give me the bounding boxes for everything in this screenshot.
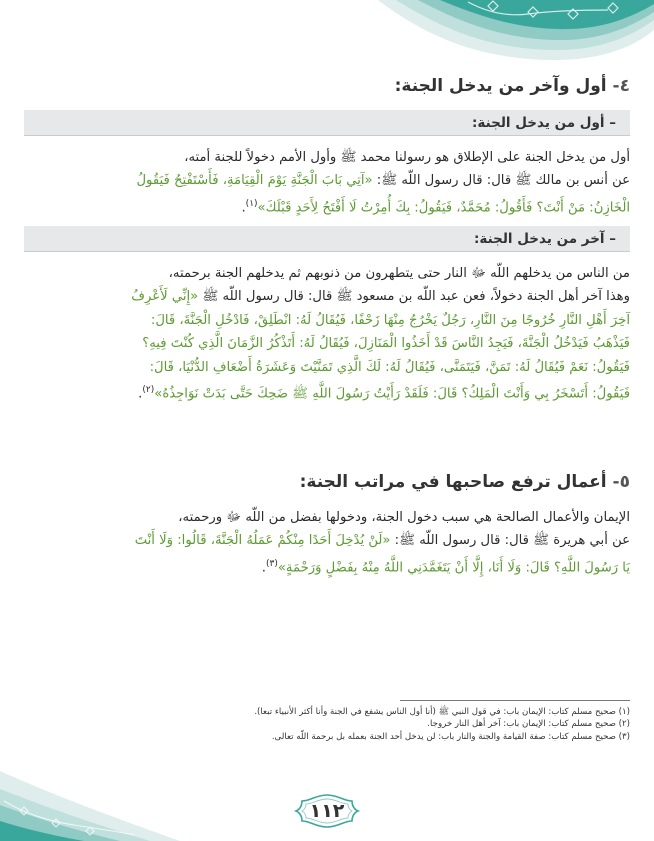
hadith-quote: فَيَذْهَبُ فَيَدْخُلُ الْجَنَّةَ، فَيَجِدُ النَّاسَ قَدْ أَخَذُوا الْمَنَازِلَ، فَيُقَالُ لَهُ: أَتَذْكُرُ الزَّمَانَ الَّذِي كُنْتَ فِيهِ؟ [142,336,630,352]
body-text: عن أنس بن مالك ﷺ قال: قال رسول اللّه ﷺ: [372,173,630,189]
footnote-reference: (٢) [142,385,155,396]
hadith-quote: فَيَقُولُ: نَعَمْ فَيُقَالُ لَهُ: تَمَنَّ، فَيَتَمَنَّى، فَيُقَالُ لَهُ: لَكَ الَّذِي تَمَنَّيْتَ وَعَشَرَةُ أَضْعَافِ الدُّنْيَا، قَالَ: [149,359,630,375]
hadith-quote: الْخَازِنُ: مَنْ أَنْتَ؟ فَأَقُولُ: مُحَمَّدٌ، فَيَقُولُ: بِكَ أُمِرْتُ لَا أَفْتَحُ لِأَحَدٍ قَبْلَكَ» [257,200,630,216]
footnote-2: (٢) صحيح مسلم كتاب: الإيمان باب: آخر أهل النار خروجا. [427,719,630,730]
page-number-badge [294,793,360,829]
text-line [24,332,630,355]
body-text: الإيمان والأعمال الصالحة هي سبب دخول الجنة، ودخولها بفضل من اللّه ﷻ ورحمته، [178,510,630,525]
body-text: أول من يدخل الجنة على الإطلاق هو رسولنا محمد ﷺ وأول الأمم دخولاً للجنة أمته، [184,150,630,165]
subsection-last-entrant-bar [24,226,630,252]
footnote-1: (١) صحيح مسلم كتاب: الإيمان باب: في قول النبي ﷺ (أنا أول الناس يشفع في الجنة وأنا أكثر الأنبياء تبعا). [254,707,630,717]
body-text: . [138,386,143,402]
text-line [24,193,630,220]
bottom-ornament [0,731,180,841]
text-line [24,379,630,406]
text-line [24,356,630,379]
section-5-title: أعمال ترفع صاحبها في مراتب الجنة: [299,472,607,492]
page-number: ١١٢ [309,800,345,822]
hadith-quote: يَا رَسُولَ اللَّهِ؟ قَالَ: وَلَا أَنَا، إِلَّا أَنْ يَتَغَمَّدَنِي اللَّهُ مِنْهُ بِفَضْلٍ وَرَحْمَةٍ» [277,560,630,576]
body-text: من الناس من يدخلهم اللّه ﷻ النار حتى يتطهرون من ذنوبهم ثم يدخلهم الجنة برحمته، [168,266,630,281]
hadith-quote: «آتِي بَابَ الْجَنَّةِ يَوْمَ الْقِيَامَةِ، فَأَسْتَفْتِحُ فَيَقُولُ [136,173,373,189]
section-5-number: ٥- [612,472,630,492]
section-4-heading [24,76,630,100]
text-line [24,169,630,192]
text-line [24,146,630,169]
section-4-number: ٤- [612,76,630,96]
text-line [24,553,630,580]
top-ornament [378,0,654,64]
footnote-reference: (٣) [265,558,278,569]
body-text: وهذا آخر أهل الجنة دخولاً، فعن عبد اللّه بن مسعود ﷺ قال: قال رسول اللّه ﷺ [198,289,630,305]
text-line [24,529,630,552]
paragraph-last-entrant [24,262,630,406]
text-line [24,506,630,529]
subsection-last-entrant-title: – آخر من يدخل الجنة: [474,231,616,247]
body-text: . [261,560,266,576]
footnote-reference: (١) [245,198,258,209]
body-text: عن أبي هريرة ﷺ قال: قال رسول اللّه ﷺ: [390,533,630,549]
section-4-title: أول وآخر من يدخل الجنة: [394,76,607,96]
footnote-3: (٣) صحيح مسلم كتاب: صفة القيامة والجنة والنار باب: لن يدخل أحد الجنة بعمله بل برحمة اللّه تعالى. [271,731,630,742]
section-5-heading [24,472,630,496]
hadith-quote: «إِنِّي لَأَعْرِفُ [131,289,199,305]
footnotes [160,706,630,743]
paragraph-first-entrant [24,146,630,220]
footnote-divider [400,700,630,701]
text-line [24,309,630,332]
hadith-quote: آخِرَ أَهْلِ النَّارِ خُرُوجًا مِنَ النَّارِ، رَجُلٌ يَخْرُجُ مِنْهَا زَحْفًا، فَيُقَالُ لَهُ: انْطَلِقْ، فَادْخُلِ الْجَنَّةَ، قَالَ: [150,312,630,328]
subsection-first-entrant-title: – أول من يدخل الجنة: [472,115,616,131]
hadith-quote: «لَنْ يُدْخِلَ أَحَدًا مِنْكُمْ عَمَلُهُ الْجَنَّةَ، قَالُوا: وَلَا أَنْتَ [134,533,391,549]
text-line [24,262,630,285]
subsection-first-entrant-bar [24,110,630,136]
text-line [24,285,630,308]
paragraph-deeds [24,506,630,580]
body-text: . [241,200,246,216]
hadith-quote: فَيَقُولُ: أَتَسْخَرُ بِي وَأَنْتَ الْمَلِكُ؟ قَالَ: فَلَقَدْ رَأَيْتُ رَسُولَ اللَّهِ ﷺ ضَحِكَ حَتَّى بَدَتْ نَوَاجِذُهُ» [154,386,630,402]
